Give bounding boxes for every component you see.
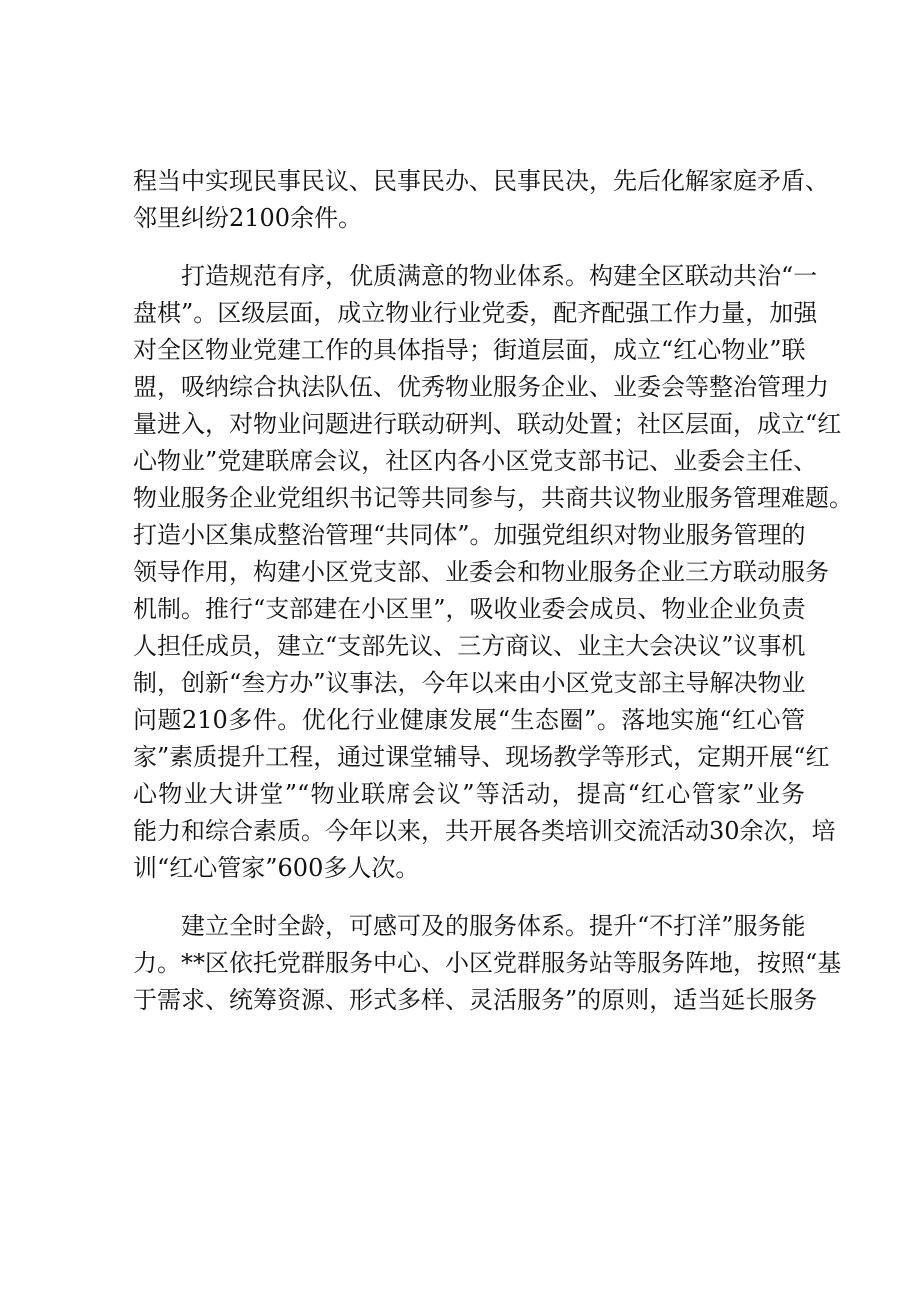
- text-line: 能力和综合素质。今年以来，共开展各类培训交流活动30余次，培: [133, 817, 836, 845]
- text-line: 心物业”党建联席会议，社区内各小区党支部书记、业委会主任、: [133, 447, 818, 475]
- text-line: 物业服务企业党组织书记等共同参与，共商共议物业服务管理难题。: [133, 484, 853, 512]
- text-line: 领导作用，构建小区党支部、业委会和物业服务企业三方联动服务: [133, 558, 829, 586]
- paragraph-gap: [133, 887, 805, 908]
- text-line: 盟，吸纳综合执法队伍、优秀物业服务企业、业委会等整治管理力: [133, 373, 829, 401]
- text-line: 建立全时全龄，可感可及的服务体系。提升“不打洋”服务能: [133, 912, 806, 940]
- text-line: 家”素质提升工程，通过课堂辅导、现场教学等形式，定期开展“红: [133, 743, 830, 771]
- text-line: 问题210多件。优化行业健康发展“生态圈”。落地实施“红心管: [133, 706, 805, 734]
- text-line: 心物业大讲堂”“物业联席会议”等活动，提高“红心管家”业务: [133, 780, 805, 808]
- paragraph-1: [133, 163, 829, 237]
- paragraph-2: [133, 258, 853, 887]
- text-line: 量进入，对物业问题进行联动研判、联动处置；社区层面，成立“红: [133, 410, 842, 438]
- text-line: 力。**区依托党群服务中心、小区党群服务站等服务阵地，按照“基: [133, 949, 842, 977]
- text-line: 程当中实现民事民议、民事民办、民事民决，先后化解家庭矛盾、: [133, 167, 829, 195]
- text-line: 打造规范有序，优质满意的物业体系。构建全区联动共治“一: [133, 262, 818, 290]
- text-line: 训“红心管家”600多人次。: [133, 854, 420, 882]
- text-line: 盘棋”。区级层面，成立物业行业党委，配齐配强工作力量，加强: [133, 299, 818, 327]
- paragraph-gap: [133, 237, 805, 258]
- paragraph-3: [133, 908, 842, 1019]
- text-line: 机制。推行“支部建在小区里”，吸收业委会成员、物业企业负责: [133, 595, 806, 623]
- text-line: 人担任成员，建立“支部先议、三方商议、业主大会决议”议事机: [133, 632, 806, 660]
- text-line: 邻里纠纷2100余件。: [133, 204, 363, 232]
- text-line: 打造小区集成整治管理“共同体”。加强党组织对物业服务管理的: [133, 521, 806, 549]
- document-body: [133, 163, 853, 1019]
- text-line: 对全区物业党建工作的具体指导；街道层面，成立“红心物业”联: [133, 336, 806, 364]
- text-line: 于需求、统筹资源、形式多样、灵活服务”的原则，适当延长服务: [133, 986, 818, 1014]
- text-line: 制，创新“叁方办”议事法，今年以来由小区党支部主导解决物业: [133, 669, 806, 697]
